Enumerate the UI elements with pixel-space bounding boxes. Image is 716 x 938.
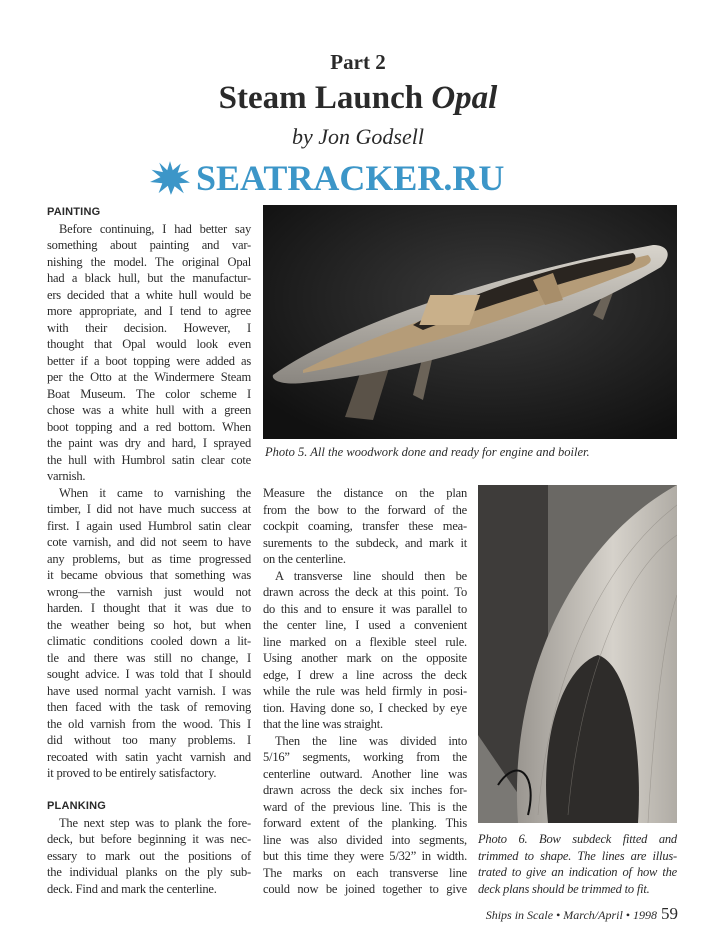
text-line: Measure the distance on the plan — [263, 486, 467, 500]
text-line: better if a boot topping were added as — [47, 353, 251, 368]
section-heading-planking: PLANKING — [47, 800, 107, 812]
text-line: centerline outward. Another line was — [263, 766, 467, 781]
text-line: cote varnish, and did not seem to have — [47, 535, 251, 549]
text-line: something about painting and var- — [47, 238, 251, 252]
text-line: it became obvious that something was — [47, 568, 251, 582]
text-line: the individual planks on the ply sub- — [47, 865, 251, 879]
title-italic: Opal — [431, 80, 498, 116]
photo-6 — [478, 485, 677, 823]
text-line: the weather being so hot, but when — [47, 617, 251, 632]
text-line: varnish. — [47, 469, 86, 483]
photo-5 — [263, 205, 677, 439]
byline: by Jon Godsell — [292, 124, 424, 149]
caption-line: Photo 6. Bow subdeck fitted and — [478, 832, 677, 846]
text-line: Before continuing, I had better say — [59, 221, 251, 236]
text-line: first. I again used Humbrol satin clear — [47, 518, 251, 533]
text-line: climatic conditions cooled down a lit- — [47, 634, 251, 648]
text-line: deck. Find and mark the centerline. — [47, 881, 217, 896]
text-line: ers decided that a white hull would be — [47, 287, 251, 302]
text-line: timber, I did not have much success at — [47, 502, 251, 516]
text-line: could now be joined together to give — [263, 882, 467, 896]
text-line: drawn across the deck at this point. To — [263, 585, 467, 599]
paragraph — [47, 815, 251, 898]
paragraph — [47, 485, 251, 782]
text-line: had a black hull, but the manufactur- — [47, 271, 251, 285]
paragraph — [263, 568, 467, 733]
text-line: recoated with satin yacht varnish and — [47, 749, 251, 764]
text-line: while the rule was held firmly in posi- — [263, 684, 467, 698]
text-line: thought that Opal would look even — [47, 337, 251, 351]
bow-subdeck-photo-image — [478, 485, 677, 823]
page-footer — [486, 904, 678, 924]
text-line: harden. I thought that it was due to — [47, 601, 251, 615]
photo-6-caption — [478, 831, 677, 897]
text-line: on the centerline. — [263, 552, 346, 566]
title-main: Steam Launch — [218, 80, 432, 116]
text-line: When it came to varnishing the — [59, 485, 251, 500]
text-line: chose was a white hull with a green — [47, 403, 251, 417]
text-line: from the bow to the forward of the — [263, 502, 467, 517]
watermark-starburst-icon — [150, 160, 190, 196]
text-line: line was also divided into segments, — [263, 832, 467, 847]
text-line: more appropriate, and I tend to agree — [47, 304, 251, 318]
text-line: ward of the previous line. This is the — [263, 799, 467, 814]
text-line: The next step was to plank the fore- — [59, 815, 251, 830]
text-line: A transverse line should then be — [275, 568, 467, 583]
text-line: tion. Having done so, I checked by eye — [263, 700, 467, 715]
text-line: edge, I drew a line across the deck — [263, 667, 467, 682]
text-line: do this and to ensure it was parallel to — [263, 601, 467, 616]
text-line: but this time they were 5/32” in width. — [263, 849, 467, 863]
text-line: Boat Museum. The color scheme I — [47, 386, 251, 401]
publication-info: Ships in Scale • March/April • 1998 — [485, 908, 657, 922]
paragraph — [47, 221, 251, 485]
section-heading-painting: PAINTING — [47, 206, 101, 218]
text-line: 5/16” segments, working from the — [263, 750, 467, 764]
caption-line: deck plans should be trimmed to fit. — [478, 881, 650, 896]
text-line: The marks on each transverse line — [263, 865, 467, 880]
text-line: line marked on a flexible steel rule. — [263, 634, 467, 649]
middle-column — [263, 485, 467, 898]
watermark: SEATRACKER.RU — [196, 158, 505, 198]
text-line: the old varnish from the wood. This I — [47, 716, 251, 731]
text-line: forward extent of the planking. This — [263, 816, 467, 830]
text-line: Then the line was divided into — [275, 733, 467, 748]
left-column — [47, 204, 251, 897]
text-line: Using another mark on the opposite — [263, 651, 467, 665]
text-line: drawn across the deck six inches for- — [263, 783, 467, 797]
text-line: then faced with the task of removing — [47, 700, 251, 714]
text-line: boot topping and a red bottom. When — [47, 419, 251, 434]
text-line: sought advice. I was told that I should — [47, 667, 251, 681]
text-line: the center line, I used a convenient — [263, 618, 467, 632]
text-line: any problems, but as time progressed — [47, 551, 251, 566]
text-line: per the Otto at the Windermere Steam — [47, 370, 251, 384]
boat-photo-image — [263, 205, 677, 439]
article-title — [0, 80, 716, 117]
caption-line: trated to give an indication of how the — [478, 865, 677, 879]
photo-5-caption: Photo 5. All the woodwork done and ready for engine and boiler. — [265, 445, 590, 459]
text-line: surements to the subdeck, and mark it — [263, 535, 467, 550]
paragraph — [263, 733, 467, 898]
text-line: with their decision. However, I — [47, 320, 251, 335]
text-line: tle and there was still no change, I — [47, 650, 251, 665]
text-line: that the line was straight. — [263, 717, 383, 731]
caption-line: trimmed to shape. The lines are illus- — [478, 848, 677, 863]
text-line: it proved to be entirely satisfactory. — [47, 766, 217, 780]
part-label: Part 2 — [330, 50, 386, 74]
text-line: nishing the model. The original Opal — [47, 254, 251, 269]
text-line: deck, but before beginning it was nec- — [47, 832, 251, 846]
text-line: have used normal yacht varnish. I was — [47, 683, 251, 698]
text-line: did without too many problems. I — [47, 733, 251, 747]
text-line: cockpit coaming, transfer these mea- — [263, 519, 467, 533]
page-number: 59 — [661, 904, 678, 923]
text-line: essary to mark out the positions of — [47, 848, 251, 863]
paragraph — [263, 485, 467, 568]
text-line: wrong—the varnish just would not — [47, 584, 251, 599]
text-line: the paint was dry and hard, I sprayed — [47, 436, 251, 450]
text-line: the hull with Humbrol satin clear cote — [47, 452, 251, 467]
